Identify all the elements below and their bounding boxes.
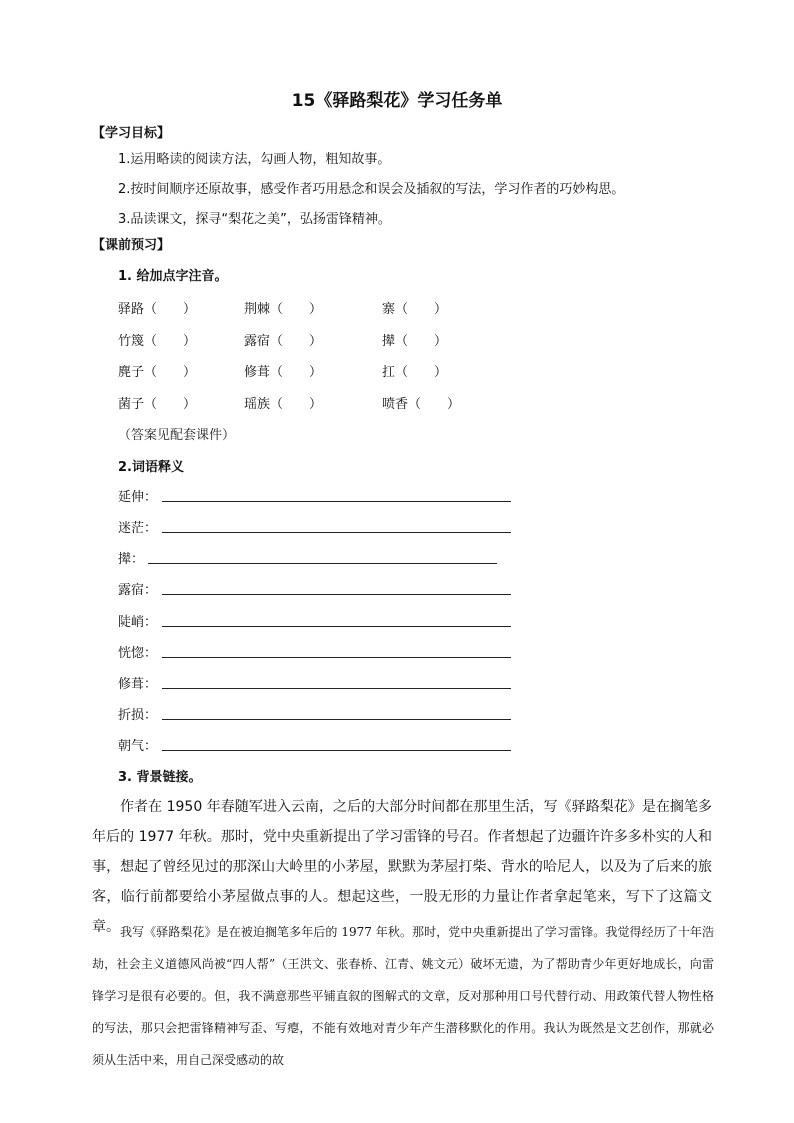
- term-label: 恍惚：: [118, 646, 158, 661]
- answer-blank[interactable]: [162, 719, 511, 720]
- goal-item-3: 3.品读课文，探寻“梨花之美”，弘扬雷锋精神。: [118, 212, 391, 227]
- term-label: 折损：: [118, 708, 158, 723]
- goal-item-1: 1.运用略读的阅读方法，勾画人物，粗知故事。: [118, 152, 391, 167]
- pinyin-item[interactable]: 瑶族（ ）: [244, 397, 323, 412]
- page-title: 15《驿路梨花》学习任务单: [291, 91, 503, 111]
- pinyin-item[interactable]: 扛（ ）: [382, 365, 448, 380]
- pinyin-item[interactable]: 露宿（ ）: [244, 334, 323, 349]
- pinyin-item[interactable]: 驿路（ ）: [118, 302, 197, 317]
- term-label: 陡峭：: [118, 615, 158, 630]
- term-label: 露宿：: [118, 583, 158, 598]
- term-label: 撵：: [118, 552, 145, 567]
- term-label: 延伸：: [118, 490, 158, 505]
- answer-blank[interactable]: [162, 501, 511, 502]
- answer-blank[interactable]: [162, 532, 511, 533]
- answer-blank[interactable]: [162, 594, 511, 595]
- goals-heading: 【学习目标】: [92, 126, 171, 141]
- term-label: 迷茫：: [118, 521, 158, 536]
- pinyin-item[interactable]: 荆棘（ ）: [244, 302, 323, 317]
- term-label: 朝气：: [118, 739, 158, 754]
- question-1: 1. 给加点字注音。: [118, 269, 228, 284]
- answer-blank[interactable]: [162, 657, 511, 658]
- answer-blank[interactable]: [148, 563, 497, 564]
- pinyin-item[interactable]: 修葺（ ）: [244, 365, 323, 380]
- pinyin-item[interactable]: 寨（ ）: [382, 302, 448, 317]
- pinyin-item[interactable]: 菌子（ ）: [118, 397, 197, 412]
- quote-paragraph: 我写《驿路梨花》是在被迫搁笔多年后的 1977 年秋。那时，党中央重新提出了学习雷锋。我觉得经历了十年浩劫，社会主义道德风尚被“四人帮”（王洪文、张春桥、江青、姚文元）破坏无遗，为了帮助青少年更好地成长，向雷锋学习是很有必要的。但，我不满意那些平铺直叙的图解式的文章，反对那种用口号代替行动、用政策代替人物性格的写法，那只会把雷锋精神写歪、写瘪，不能有效地对青少年产生潜移默化的作用。我认为既然是文艺创作，那就必须从生活中来，用自己深受感动的故: [92, 925, 714, 1067]
- answer-blank[interactable]: [162, 626, 511, 627]
- pinyin-item[interactable]: 喷香（ ）: [382, 397, 461, 412]
- pinyin-item[interactable]: 麂子（ ）: [118, 365, 197, 380]
- answer-blank[interactable]: [162, 688, 511, 689]
- question-2: 2.词语释义: [118, 460, 184, 475]
- pinyin-item[interactable]: 竹篾（ ）: [118, 334, 197, 349]
- answer-blank[interactable]: [162, 750, 511, 751]
- question-3: 3. 背景链接。: [118, 770, 202, 785]
- goal-item-2: 2.按时间顺序还原故事，感受作者巧用悬念和误会及插叙的写法，学习作者的巧妙构思。: [118, 182, 625, 197]
- background-paragraph: 作者在 1950 年春随军进入云南，之后的大部分时间都在那里生活，写《驿路梨花》是在搁笔多年后的 1977 年秋。那时，党中央重新提出了学习雷锋的号召。作者想起了边疆许许多多朴实的人和事，想起了曾经见过的那深山大岭里的小茅屋，默默为茅屋打柴、背水的哈尼人，以及为了后来的旅客，临行前都要给小茅屋做点事的人。想起这些，一股无形的力量让作者拿起笔来，写下了这篇文章。: [92, 799, 712, 935]
- preview-heading: 【课前预习】: [92, 238, 171, 253]
- answer-note: （答案见配套课件）: [118, 428, 236, 443]
- term-label: 修葺：: [118, 677, 158, 692]
- pinyin-item[interactable]: 撵（ ）: [382, 334, 448, 349]
